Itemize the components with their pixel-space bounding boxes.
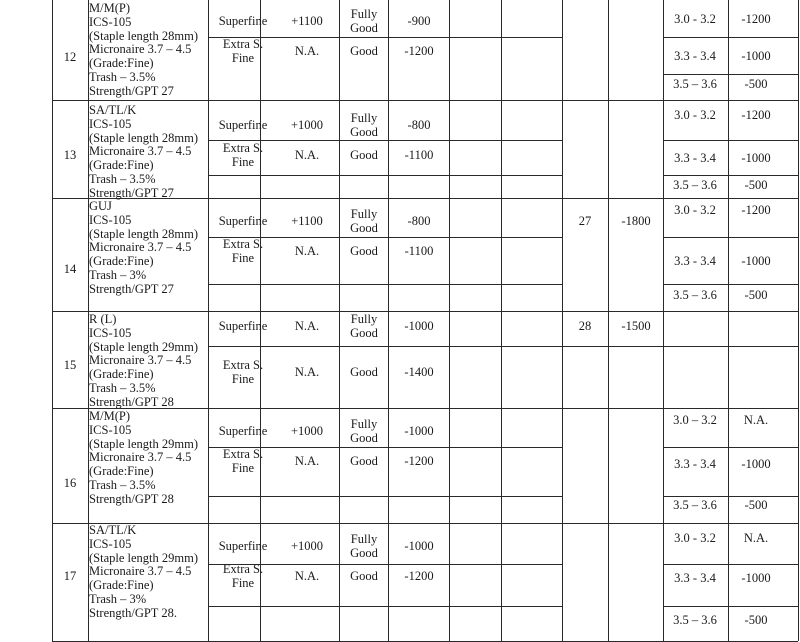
rate-value: -1100 — [404, 244, 434, 258]
row-border — [52, 100, 798, 101]
column-rule — [562, 0, 563, 641]
mic-row-line — [663, 175, 798, 176]
description-line: Strength/GPT 27 — [89, 83, 174, 98]
micronaire-range: 3.5 – 3.6 — [673, 77, 717, 91]
quality-label: Good — [350, 125, 378, 139]
micronaire-range: 3.5 – 3.6 — [673, 288, 717, 302]
quality-label: Good — [350, 326, 378, 340]
premium-value: N.A. — [294, 148, 320, 162]
description-line: Strength/GPT 28. — [89, 605, 177, 620]
mic-row-line — [663, 284, 798, 285]
micronaire-rate: -500 — [744, 77, 768, 91]
mic-row-line — [663, 564, 798, 565]
column-rule — [798, 0, 799, 641]
grade-name: Superfine — [218, 118, 268, 132]
quality-label: Fully — [350, 207, 378, 221]
rate-value: -1200 — [404, 44, 434, 58]
premium-value: N.A. — [294, 319, 320, 333]
description-line: Strength/GPT 27 — [89, 281, 174, 296]
micronaire-range: 3.5 – 3.6 — [673, 613, 717, 627]
grade-name: Superfine — [218, 214, 268, 228]
column-rule — [663, 0, 664, 641]
description-line: Micronaire 3.7 – 4.5 — [89, 564, 192, 579]
micronaire-rate: -1200 — [741, 203, 771, 217]
description-line: Strength/GPT 28 — [89, 491, 174, 506]
premium-value: +1000 — [290, 424, 324, 438]
grade-name: Fine — [231, 576, 255, 590]
mic-row-line — [663, 606, 798, 607]
mic-row-line — [663, 237, 798, 238]
micronaire-range: 3.0 - 3.2 — [674, 12, 716, 26]
mic-row-line — [663, 74, 798, 75]
description-line: Trash – 3.5% — [89, 478, 156, 492]
grade-name: Fine — [231, 372, 255, 386]
premium-value: N.A. — [294, 365, 320, 379]
column-rule — [501, 0, 502, 641]
description-line: Micronaire 3.7 – 4.5 — [89, 240, 192, 255]
quality-label: Good — [350, 365, 378, 379]
staple-rate: -1800 — [621, 214, 651, 228]
description-line: (Grade:Fine) — [89, 56, 154, 71]
grade-name: Extra S. — [222, 447, 264, 461]
description-line: Trash – 3.5% — [89, 70, 156, 84]
serial-number: 15 — [63, 358, 77, 372]
quality-label: Good — [350, 546, 378, 560]
description-line: M/M(P) — [89, 1, 130, 15]
rate-value: -800 — [407, 118, 431, 132]
description-line: (Staple length 28mm) — [89, 130, 199, 145]
quality-label: Good — [350, 221, 378, 235]
row-line — [208, 606, 562, 607]
column-rule — [388, 198, 389, 311]
rate-value: -1000 — [404, 319, 434, 333]
description-line: ICS-105 — [89, 422, 132, 437]
quality-label: Good — [350, 454, 378, 468]
description-line: (Grade:Fine) — [89, 254, 154, 269]
quality-label: Good — [350, 431, 378, 445]
quality-label: Good — [350, 569, 378, 583]
serial-number: 14 — [63, 262, 77, 276]
row-line — [208, 496, 562, 497]
quality-label: Fully — [350, 111, 378, 125]
serial-number: 12 — [63, 50, 77, 64]
description-line: Trash – 3.5% — [89, 381, 156, 395]
column-rule — [52, 0, 53, 641]
description-line: M/M(P) — [89, 409, 130, 423]
column-rule — [208, 0, 209, 641]
quality-label: Good — [350, 21, 378, 35]
column-rule — [339, 311, 340, 408]
micronaire-rate: -1000 — [741, 151, 771, 165]
quality-label: Good — [350, 148, 378, 162]
description-line: (Staple length 29mm) — [89, 436, 199, 451]
micronaire-rate: -1200 — [741, 108, 771, 122]
micronaire-rate: -500 — [744, 178, 768, 192]
description-line: ICS-105 — [89, 116, 132, 131]
description-line: R (L) — [89, 312, 117, 326]
row-line — [208, 284, 562, 285]
description-line: (Staple length 29mm) — [89, 339, 199, 354]
micronaire-range: 3.0 - 3.2 — [674, 108, 716, 122]
micronaire-rate: -500 — [744, 613, 768, 627]
row-line — [208, 175, 562, 176]
column-rule — [449, 0, 450, 641]
grade-name: Superfine — [218, 14, 268, 28]
rate-value: -900 — [407, 14, 431, 28]
description-line: (Grade:Fine) — [89, 158, 154, 173]
column-rule — [339, 100, 340, 198]
description-line: (Staple length 28mm) — [89, 28, 199, 43]
micronaire-rate: -1000 — [741, 49, 771, 63]
premium-value: +1100 — [291, 214, 323, 228]
premium-value: N.A. — [294, 44, 320, 58]
grade-name: Fine — [231, 155, 255, 169]
staple-length: 27 — [578, 214, 592, 228]
description-line: (Grade:Fine) — [89, 578, 154, 593]
description-line: Trash – 3% — [89, 268, 147, 282]
description-line: SA/TL/K — [89, 523, 137, 537]
micronaire-range: 3.0 – 3.2 — [673, 413, 717, 427]
micronaire-range: 3.0 - 3.2 — [674, 203, 716, 217]
micronaire-range: 3.3 - 3.4 — [674, 151, 716, 165]
quality-label: Fully — [350, 532, 378, 546]
row-border — [52, 311, 798, 312]
staple-length: 28 — [578, 319, 592, 333]
column-rule — [608, 0, 609, 641]
grade-name: Fine — [231, 51, 255, 65]
mic-row-line — [663, 496, 798, 497]
description-line: ICS-105 — [89, 536, 132, 551]
description-line: Trash – 3.5% — [89, 172, 156, 186]
description-line: Micronaire 3.7 – 4.5 — [89, 450, 192, 465]
grade-name: Fine — [231, 251, 255, 265]
quality-label: Good — [350, 244, 378, 258]
column-rule — [339, 198, 340, 311]
quality-label: Good — [350, 44, 378, 58]
column-rule — [339, 0, 340, 100]
micronaire-range: 3.5 – 3.6 — [673, 498, 717, 512]
description-line: Strength/GPT 27 — [89, 185, 174, 200]
micronaire-rate: -1200 — [741, 12, 771, 26]
rate-value: -1000 — [404, 424, 434, 438]
description-line: Micronaire 3.7 – 4.5 — [89, 353, 192, 368]
micronaire-rate: -1000 — [741, 571, 771, 585]
micronaire-range: 3.5 – 3.6 — [673, 178, 717, 192]
serial-number: 13 — [63, 148, 77, 162]
grade-name: Superfine — [218, 539, 268, 553]
rate-value: -800 — [407, 214, 431, 228]
grade-name: Extra S. — [222, 358, 264, 372]
description-line: (Staple length 28mm) — [89, 226, 199, 241]
description-line: Micronaire 3.7 – 4.5 — [89, 42, 192, 57]
mic-row-line — [663, 37, 798, 38]
premium-value: +1000 — [290, 118, 324, 132]
premium-value: N.A. — [294, 244, 320, 258]
micronaire-rate: -500 — [744, 498, 768, 512]
quality-label: Fully — [350, 312, 378, 326]
mic-row-line — [663, 140, 798, 141]
micronaire-range: 3.3 - 3.4 — [674, 254, 716, 268]
staple-rate: -1500 — [621, 319, 651, 333]
micronaire-range: 3.3 - 3.4 — [674, 457, 716, 471]
grade-name: Superfine — [218, 424, 268, 438]
row-line — [208, 346, 798, 347]
description-line: GUJ — [89, 199, 112, 213]
description-line: ICS-105 — [89, 325, 132, 340]
row-border — [52, 523, 798, 524]
description-line: Strength/GPT 28 — [89, 394, 174, 409]
rate-value: -1000 — [404, 539, 434, 553]
mic-row-line — [663, 447, 798, 448]
grade-name: Extra S. — [222, 141, 264, 155]
premium-value: N.A. — [294, 454, 320, 468]
grade-name: Fine — [231, 461, 255, 475]
rate-value: -1100 — [404, 148, 434, 162]
column-rule — [388, 408, 389, 523]
description-line: Trash – 3% — [89, 592, 147, 606]
premium-value: +1000 — [290, 539, 324, 553]
column-rule — [728, 0, 729, 641]
description-line: Micronaire 3.7 – 4.5 — [89, 144, 192, 159]
quality-label: Fully — [350, 417, 378, 431]
micronaire-rate: N.A. — [743, 531, 769, 545]
description-line: ICS-105 — [89, 14, 132, 29]
micronaire-range: 3.3 - 3.4 — [674, 49, 716, 63]
rate-value: -1200 — [404, 569, 434, 583]
grade-name: Extra S. — [222, 37, 264, 51]
rate-value: -1200 — [404, 454, 434, 468]
grade-name: Extra S. — [222, 562, 264, 576]
premium-value: N.A. — [294, 569, 320, 583]
grade-name: Superfine — [218, 319, 268, 333]
column-rule — [339, 408, 340, 523]
serial-number: 17 — [63, 569, 77, 583]
column-rule — [388, 523, 389, 641]
micronaire-rate: -500 — [744, 288, 768, 302]
micronaire-rate: N.A. — [743, 413, 769, 427]
description-line: (Grade:Fine) — [89, 367, 154, 382]
micronaire-range: 3.3 - 3.4 — [674, 571, 716, 585]
micronaire-rate: -1000 — [741, 254, 771, 268]
description-line: (Grade:Fine) — [89, 464, 154, 479]
column-rule — [339, 523, 340, 641]
description-line: ICS-105 — [89, 212, 132, 227]
premium-value: +1100 — [291, 14, 323, 28]
column-rule — [388, 0, 389, 100]
column-rule — [388, 311, 389, 408]
serial-number: 16 — [63, 476, 77, 490]
rate-value: -1400 — [404, 365, 434, 379]
quality-label: Fully — [350, 7, 378, 21]
grade-name: Extra S. — [222, 237, 264, 251]
micronaire-rate: -1000 — [741, 457, 771, 471]
description-line: (Staple length 29mm) — [89, 550, 199, 565]
column-rule — [388, 100, 389, 198]
micronaire-range: 3.0 - 3.2 — [674, 531, 716, 545]
description-line: SA/TL/K — [89, 103, 137, 117]
